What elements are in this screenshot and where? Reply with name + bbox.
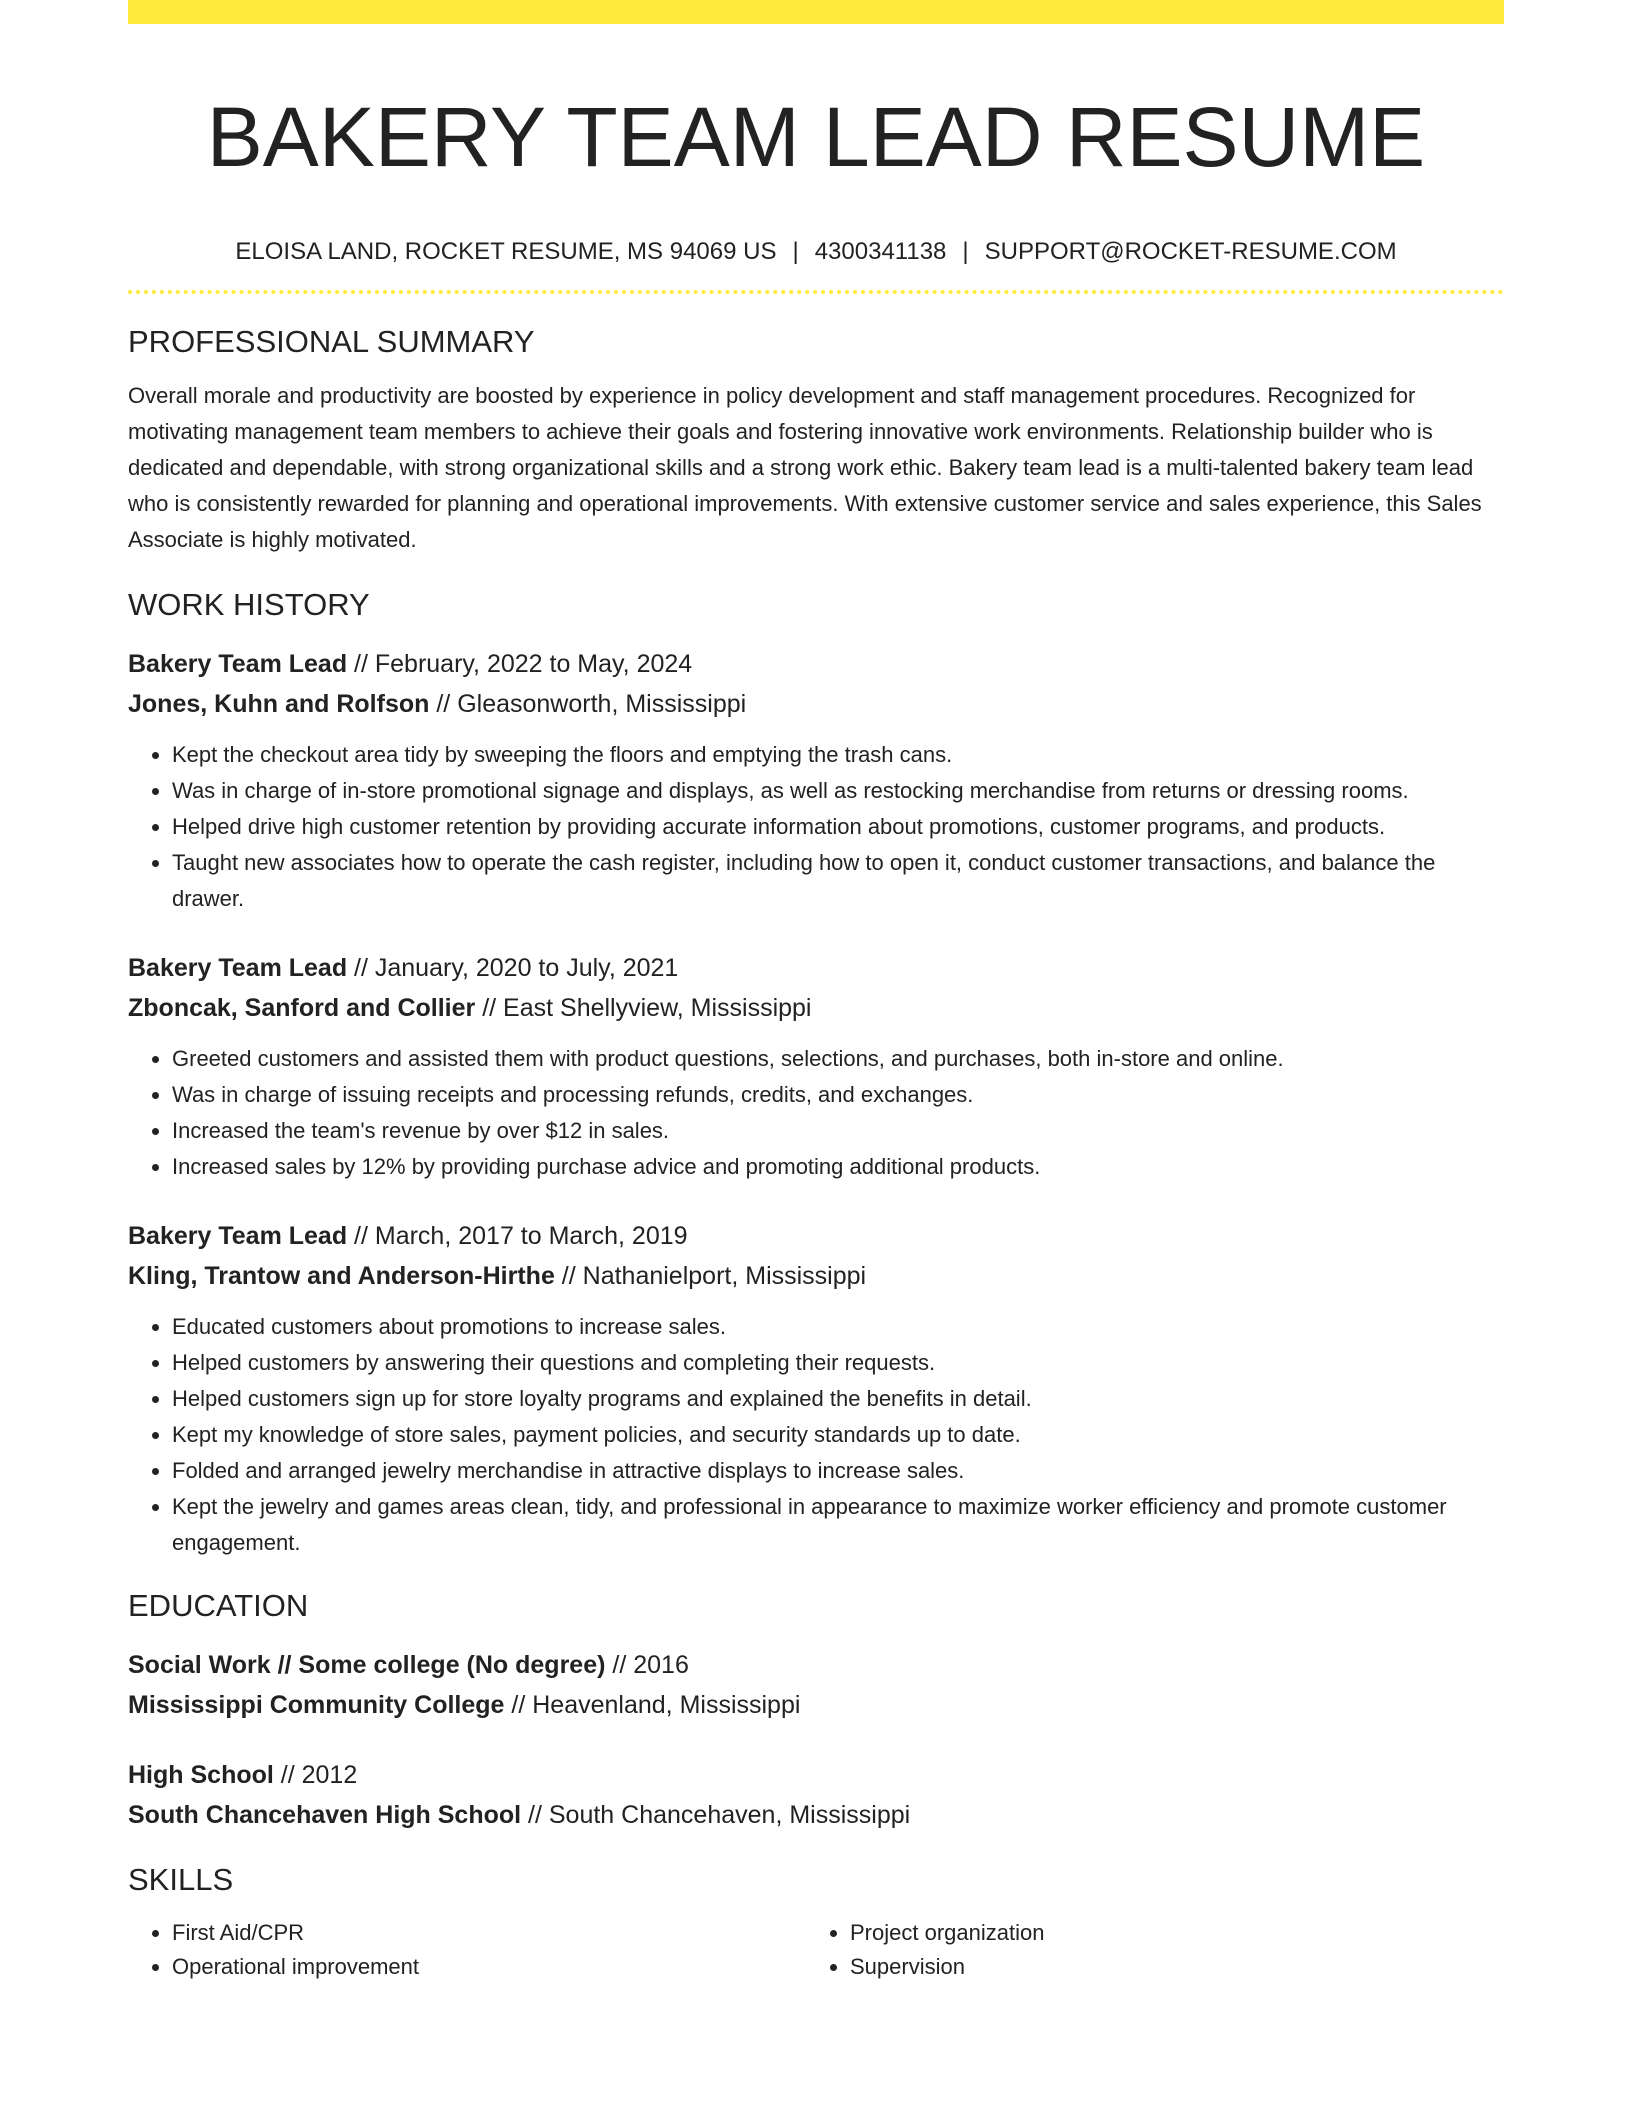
job-title: Bakery Team Lead	[128, 1222, 348, 1250]
education-location: // South Chancehaven, Mississippi	[521, 1801, 911, 1829]
contact-email: SUPPORT@ROCKET-RESUME.COM	[984, 238, 1397, 265]
job-entry	[128, 1216, 1504, 1561]
education-degree-line	[128, 1645, 1504, 1685]
job-location: // Gleasonworth, Mississippi	[429, 690, 747, 718]
job-company-line	[128, 684, 1504, 724]
job-entry	[128, 644, 1504, 917]
education-school-line	[128, 1795, 1504, 1835]
job-company-line	[128, 1256, 1504, 1296]
resume-title: BAKERY TEAM LEAD RESUME	[206, 90, 1426, 184]
education-entry	[128, 1755, 1504, 1835]
job-bullet: • Kept the jewelry and games areas clean, tidy, and professional in appearance to maximize worker efficiency and promote customer engagement.	[172, 1489, 1504, 1561]
skill-item: • First Aid/CPR	[172, 1916, 806, 1950]
job-company: Kling, Trantow and Anderson-Hirthe	[128, 1262, 555, 1290]
job-bullet: • Kept the checkout area tidy by sweeping the floors and emptying the trash cans.	[172, 737, 1504, 773]
job-bullet: • Taught new associates how to operate the cash register, including how to open it, conduct customer transactions, and balance the drawer.	[172, 845, 1504, 917]
education-degree: Social Work // Some college (No degree)	[128, 1651, 606, 1679]
dotted-divider	[128, 290, 1504, 294]
skills-heading: SKILLS	[128, 1862, 234, 1897]
contact-address: ELOISA LAND, ROCKET RESUME, MS 94069 US	[235, 238, 777, 265]
job-title-line	[128, 1216, 1504, 1256]
contact-separator: |	[962, 238, 969, 265]
education-school: South Chancehaven High School	[128, 1801, 522, 1829]
resume-content	[128, 24, 1504, 1984]
job-bullets	[128, 1309, 1504, 1561]
job-bullet: • Helped customers by answering their questions and completing their requests.	[172, 1345, 1504, 1381]
job-dates: // February, 2022 to May, 2024	[347, 650, 693, 678]
skill-item: • Operational improvement	[172, 1950, 806, 1984]
education-location: // Heavenland, Mississippi	[504, 1691, 801, 1719]
summary-heading: PROFESSIONAL SUMMARY	[128, 324, 535, 359]
contact-separator: |	[792, 238, 799, 265]
job-bullets	[128, 1041, 1504, 1185]
education-degree: High School	[128, 1761, 274, 1789]
skills-column-left	[128, 1916, 806, 1984]
education-school: Mississippi Community College	[128, 1691, 505, 1719]
job-entry	[128, 948, 1504, 1185]
contact-line	[128, 236, 1504, 268]
job-bullet: • Greeted customers and assisted them with product questions, selections, and purchases, both in-store and online.	[172, 1041, 1504, 1077]
job-bullet: • Kept my knowledge of store sales, payment policies, and security standards up to date.	[172, 1417, 1504, 1453]
job-bullet: • Helped drive high customer retention by providing accurate information about promotions, customer programs, and products.	[172, 809, 1504, 845]
job-title-line	[128, 948, 1504, 988]
job-bullet: • Increased the team's revenue by over $12 in sales.	[172, 1113, 1504, 1149]
job-dates: // March, 2017 to March, 2019	[347, 1222, 688, 1250]
job-bullet: • Helped customers sign up for store loyalty programs and explained the benefits in detail.	[172, 1381, 1504, 1417]
skill-item: • Supervision	[850, 1950, 1484, 1984]
education-school-line	[128, 1685, 1504, 1725]
contact-phone: 4300341138	[814, 238, 947, 265]
education-year: // 2012	[273, 1761, 358, 1789]
education-year: // 2016	[605, 1651, 689, 1679]
skills-list	[128, 1916, 1504, 1984]
job-bullet: • Increased sales by 12% by providing purchase advice and promoting additional products.	[172, 1149, 1504, 1185]
education-heading: EDUCATION	[128, 1588, 309, 1623]
job-bullets	[128, 737, 1504, 917]
job-location: // Nathanielport, Mississippi	[554, 1262, 867, 1290]
job-location: // East Shellyview, Mississippi	[475, 994, 812, 1022]
job-company: Jones, Kuhn and Rolfson	[128, 690, 430, 718]
skill-item: • Project organization	[850, 1916, 1484, 1950]
summary-text: Overall morale and productivity are boosted by experience in policy development and staff management procedures. Recognized for motivating management team members to achieve their goals and fostering innovative work environments. Relationship builder who is dedicated and dependable, with strong organizational skills and a strong work ethic. Bakery team lead is a multi-talented bakery team lead who is consistently rewarded for planning and operational improvements. With extensive customer service and sales experience, this Sales Associate is highly motivated.	[128, 383, 1482, 552]
skills-column-right	[806, 1916, 1484, 1984]
work-history-heading: WORK HISTORY	[128, 587, 370, 622]
top-accent-bar	[128, 0, 1504, 24]
job-company: Zboncak, Sanford and Collier	[128, 994, 476, 1022]
job-title: Bakery Team Lead	[128, 954, 348, 982]
job-dates: // January, 2020 to July, 2021	[347, 954, 679, 982]
job-company-line	[128, 988, 1504, 1028]
job-title: Bakery Team Lead	[128, 650, 348, 678]
job-bullet: • Was in charge of in-store promotional signage and displays, as well as restocking merchandise from returns or dressing rooms.	[172, 773, 1504, 809]
job-bullet: • Folded and arranged jewelry merchandise in attractive displays to increase sales.	[172, 1453, 1504, 1489]
education-degree-line	[128, 1755, 1504, 1795]
job-bullet: • Was in charge of issuing receipts and processing refunds, credits, and exchanges.	[172, 1077, 1504, 1113]
education-entry	[128, 1645, 1504, 1725]
job-title-line	[128, 644, 1504, 684]
job-bullet: • Educated customers about promotions to increase sales.	[172, 1309, 1504, 1345]
